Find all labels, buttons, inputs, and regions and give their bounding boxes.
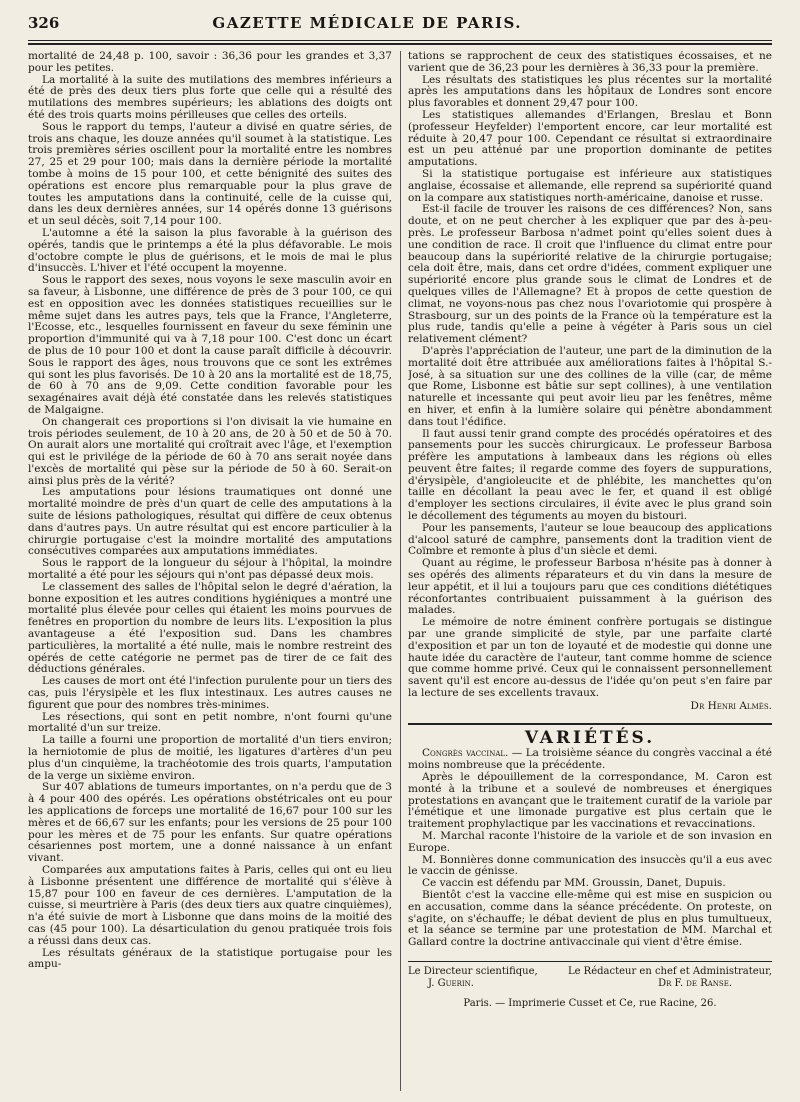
paragraph: Après le dépouillement de la correspondance, M. Caron est monté à la tribune et a soulevé de nombreuses et énergiques protestations en avançant que le traitement curatif de la variole par l'émétique et une limonade purgative est plus certain que le traitement prophylactique par les vaccinations et revaccinations.: [408, 771, 772, 831]
paragraph: On changerait ces proportions si l'on divisait la vie humaine en trois périodes seulement, de 10 à 20 ans, de 20 à 50 et de 50 à 70. On aurait alors une mortalité qui croîtrait avec l'âge, et l'exemption qui est le privilége de la période de 60 à 70 ans serait noyée dans l'excès de mortalité qui pèse sur la période de 50 à 60. Serait-on ainsi plus près de la vérité?: [28, 415, 392, 487]
signature-name: Henri Almès.: [707, 699, 772, 712]
paragraph: Sur 407 ablations de tumeurs importantes, on n'a perdu que de 3 à 4 pour 400 des opérés. Les opérations obstétricales ont eu pour les applications de forceps une mortalité de 16,67 pour 100 sur les mères et de 66,67 sur les enfants; pour les versions de 25 pour 100 pour les mères et de 75 pour les enfants. Sur quatre opérations césariennes post mortem, une a donné naissance à un enfant vivant.: [28, 781, 392, 865]
paragraph: Les résultats des statistiques les plus récentes sur la mortalité après les amputations dans les hôpitaux de Londres sont encore plus favorables et donnent 29,47 pour 100.: [408, 73, 772, 110]
paragraph: Les amputations pour lésions traumatiques ont donné une mortalité moindre de près d'un quart de celle des amputations à la suite de lésions pathologiques, résultat qui diffère de ceux obtenus dans d'autres pays. Un autre résultat qui est encore particulier à la chirurgie portugaise c'est la moindre mortalité des amputations consécutives comparées aux amputations immédiates.: [28, 486, 392, 558]
paragraph: D'après l'appréciation de l'auteur, une part de la diminution de la mortalité doit être attribuée aux améliorations faites à l'hôpital S.-José, à sa situation sur une des collines de la ville (car, de même que Rome, Lisbonne est bâtie sur sept collines), à une ventilation naturelle et incessante qui peut avoir lieu par les fenêtres, même en hiver, et enfin à la lumière solaire qui pénètre abondamment dans tout l'édifice.: [408, 344, 772, 428]
section-title: VARIÉTÉS.: [524, 727, 656, 748]
paragraph: mortalité de 24,48 p. 100, savoir : 36,36 pour les grandes et 3,37 pour les petites.: [28, 51, 392, 74]
paragraph: [408, 748, 772, 772]
paragraph: La taille a fourni une proportion de mortalité d'un tiers environ; la herniotomie de plus de moitié, les ligatures d'artères d'un peu plus d'un cinquième, la trachéotomie des trois quarts, l'amputation de la verge un sixième environ.: [28, 734, 392, 782]
paragraph: Pour les pansements, l'auteur se loue beaucoup des applications d'alcool saturé de camphre, pansements dont la tradition vient de Coïmbre et remonte à plus d'un siècle et demi.: [408, 521, 772, 558]
director-name: J. Guerin.: [428, 977, 474, 989]
paragraph: Il faut aussi tenir grand compte des procédés opératoires et des pansements pour les succès chirurgicaux. Le professeur Barbosa préfère les amputations à lambeaux dans les régions où elles peuvent être faites; il regarde comme des foyers de suppurations, d'érysipèle, d'angioleucite et de phlébite, les manchettes qu'on taille en décollant la peau avec le fer, et quand il est obligé d'employer les sections circulaires, il évite avec le plus grand soin le décollement des téguments au moyen du bistouri.: [408, 427, 772, 523]
paragraph: L'automne a été la saison la plus favorable à la guérison des opérés, tandis que le printemps a été la plus défavorable. Le mois d'octobre compte le plus de guérisons, et le mois de mai le plus d'insuccès. L'hiver et l'été occupent la moyenne.: [28, 226, 392, 275]
right-column: [408, 51, 772, 1091]
paragraph: Les résections, qui sont en petit nombre, n'ont fourni qu'une mortalité d'un sur treize.: [28, 710, 392, 735]
section-label: Congrès vaccinal.: [422, 747, 509, 760]
paragraph: Les causes de mort ont été l'infection purulente pour un tiers des cas, puis l'érysipèle et les flux intestinaux. Les autres causes ne figurent que pour des nombres très-minimes.: [28, 675, 392, 711]
page-number: 326: [28, 14, 60, 32]
paragraph: Le classement des salles de l'hôpital selon le degré d'aération, la bonne exposition et les autres conditions hygiéniques a montré une mortalité plus élevée pour celles qui étaient les moins pourvues de fenêtres en proportion du nombre de leurs lits. L'exposition la plus avantageuse a été l'exposition sud. Dans les chambres particulières, la mortalité a été nulle, mais le nombre restreint des opérés de cette catégorie ne permet pas de tirer de ce fait des déductions générales.: [28, 580, 392, 676]
editor-label: Le Rédacteur en chef et Administrateur,: [567, 965, 772, 977]
paragraph-text: — La troisième séance du congrès vaccinal a été moins nombreuse que la précédente.: [408, 747, 772, 772]
paragraph: M. Marchal raconte l'histoire de la variole et de son invasion en Europe.: [408, 830, 772, 854]
printer-imprint: Paris. — Imprimerie Cusset et Ce, rue Racine, 26.: [463, 997, 717, 1009]
paragraph: Bientôt c'est la vaccine elle-même qui est mise en suspicion ou en accusation, comme dans la séance précédente. On proteste, on s'agite, on s'échauffe; le débat devient de plus en plus tumultueux, et la séance se termine par une protestation de MM. Marchal et Gallard contre la doctrine antivaccinale qui vient d'être émise.: [408, 888, 772, 949]
editor-name: Dr F. de Ranse.: [658, 977, 732, 989]
author-signature: [408, 701, 772, 713]
director-label: Le Directeur scientifique,: [408, 965, 538, 977]
column-separator: [400, 51, 401, 1091]
header-rule: [28, 40, 772, 45]
paragraph: Si la statistique portugaise est inférieure aux statistiques anglaise, écossaise et allemande, elle reprend sa supériorité quand on la compare aux statistiques north-américaine, danoise et russe.: [408, 167, 772, 204]
paragraph: Sous le rapport des sexes, nous voyons le sexe masculin avoir en sa faveur, à Lisbonne, une différence de près de 3 pour 100, ce qui est en opposition avec les données statistiques recueillies sur le même sujet dans les autres pays, tels que la France, l'Angleterre, l'Ecosse, etc., lesquelles fournissent en faveur du sexe féminin une proportion d'immunité qui va à 7,18 pour 100. C'est donc un écart de plus de 10 pour 100 et dont la cause paraît difficile à découvrir. Sous le rapport des âges, nous trouvons que ce sont les extrêmes qui sont les plus favorisés. De 10 à 20 ans la mortalité est de 18,75, de 60 à 70 ans de 9,09. Cette condition favorable pour les sexagénaires avait déjà été constatée dans les relevés statistiques de Malgaigne.: [28, 274, 392, 416]
paragraph: Comparées aux amputations faites à Paris, celles qui ont eu lieu à Lisbonne présentent une différence de mortalité qui s'élève à 15,87 pour 100 en faveur de ces dernières. L'amputation de la cuisse, si meurtrière à Paris (des deux tiers aux quatre cinquièmes), n'a été suivie de mort à Lisbonne que dans moins de la moitié des cas (45 pour 100). La désarticulation du genou pratiquée trois fois a réussi dans deux cas.: [28, 863, 392, 947]
paragraph: Les résultats généraux de la statistique portugaise pour les ampu-: [28, 946, 392, 971]
paragraph: tations se rapprochent de ceux des statistiques écossaises, et ne varient que de 36,23 pour les dernières à 36,33 pour la première.: [408, 51, 772, 74]
paragraph: Le mémoire de notre éminent confrère portugais se distingue par une grande simplicité de style, par une parfaite clarté d'exposition et par un ton de loyauté et de modestie qui donne une haute idée du caractère de l'auteur, tant comme homme de science que comme homme privé. Ceux qui le connaissent personnellement savent qu'il est encore au-dessus de l'idée qu'on peut s'en faire par la lecture de ses excellents travaux.: [408, 616, 772, 700]
footer-names: [408, 978, 772, 990]
section-rule: [408, 723, 772, 725]
columns: [28, 51, 772, 1091]
paragraph: Les statistiques allemandes d'Erlangen, Breslau et Bonn (professeur Heyfelder) l'emportent encore, car leur mortalité est réduite à 20,47 pour 100. Cependant ce résultat si extraordinaire est un peu atténué par une proportion dominante de petites amputations.: [408, 108, 772, 169]
paragraph: M. Bonnières donne communication des insuccès qu'il a eus avec le vaccin de génisse.: [408, 853, 772, 878]
page-header: [28, 14, 772, 36]
paragraph: Sous le rapport du temps, l'auteur a divisé en quatre séries, de trois ans chaque, les douze années qu'il soumet à la statistique. Les trois premières séries oscillent pour la mortalité entre les nombres 27, 25 et 29 pour 100; mais dans la dernière période la mortalité tombe à moins de 15 pour 100, et cette bénignité des suites des opérations est encore plus remarquable pour la plus grave de toutes les amputations dans la continuité, celle de la cuisse qui, dans les deux dernières années, sur 14 opérés donne 13 guérisons et un seul décès, soit 7,14 pour 100.: [28, 120, 392, 228]
paragraph: Quant au régime, le professeur Barbosa n'hésite pas à donner à ses opérés des aliments réparateurs et du vin dans la mesure de leur appétit, et il lui a toujours paru que ces conditions diététiques réconfortantes contribuaient puissamment à la guérison des malades.: [408, 557, 772, 617]
left-column: [28, 51, 392, 1091]
footer-rule: [408, 961, 772, 962]
paragraph: Ce vaccin est défendu par MM. Groussin, Danet, Dupuis.: [422, 877, 726, 890]
paragraph: La mortalité à la suite des mutilations des membres inférieurs a été de près des deux tiers plus forte que celle qui a résulté des mutilations des membres supérieurs; les ablations des doigts ont été des trois quarts moins périlleuses que celles des orteils.: [28, 73, 392, 121]
paragraph: Sous le rapport de la longueur du séjour à l'hôpital, la moindre mortalité a été pour les séjours qui n'ont pas dépassé deux mois.: [28, 557, 392, 582]
signature-prefix: Dr: [690, 699, 708, 712]
paragraph: Est-il facile de trouver les raisons de ces différences? Non, sans doute, et on ne peut chercher à les expliquer que par des à-peu-près. Le professeur Barbosa n'admet point qu'elles soient dues à une condition de race. Il croit que l'influence du climat entre pour beaucoup dans la supériorité relative de la chirurgie portugaise; cela doit être, mais, dans cet ordre d'idées, comment expliquer une supériorité encore plus grande sous le climat de Londres et de quelques villes de l'Allemagne? Et à propos de cette question de climat, ne voyons-nous pas chez nous l'ovariotomie qui prospère à Strasbourg, sur un des points de la France où la température est la plus rude, tandis qu'elle a peine à végéter à Paris sous un ciel relativement clément?: [408, 203, 772, 346]
journal-title: GAZETTE MÉDICALE DE PARIS.: [212, 14, 522, 32]
footer-labels: [408, 966, 772, 978]
